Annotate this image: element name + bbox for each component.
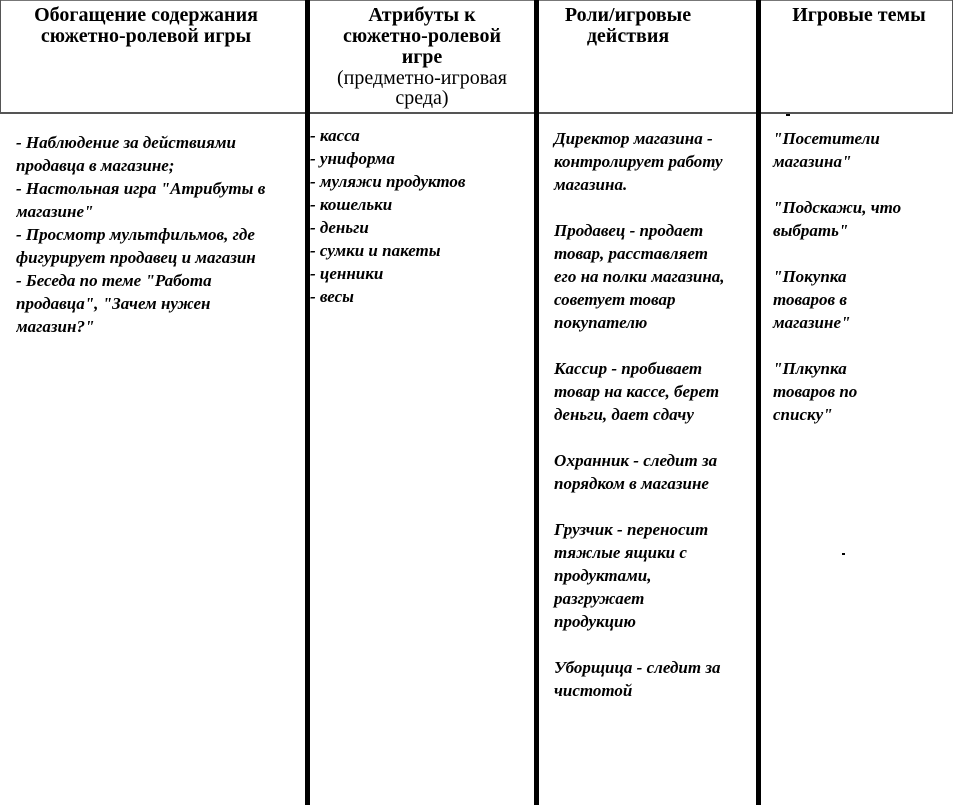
header-attributes bbox=[312, 5, 532, 108]
column-divider-3 bbox=[756, 0, 761, 805]
header-themes-line: Игровые темы bbox=[792, 4, 926, 26]
header-roles-line: Роли/игровые bbox=[564, 4, 692, 26]
role-cashier bbox=[554, 357, 725, 426]
role-loader bbox=[554, 518, 725, 633]
role-cleaner bbox=[554, 656, 725, 702]
role-line: советует товар bbox=[554, 290, 676, 309]
header-attributes-line: сюжетно-ролевой bbox=[343, 25, 501, 47]
theme-line: выбрать" bbox=[773, 221, 849, 240]
role-director bbox=[554, 127, 725, 196]
role-line: продукцию bbox=[554, 612, 636, 631]
header-attributes-line: игре bbox=[401, 46, 443, 68]
attribute-item: - ценники bbox=[310, 264, 384, 283]
attribute-item: - муляжи продуктов bbox=[310, 172, 466, 191]
attribute-item: - касса bbox=[310, 126, 360, 145]
role-line: Кассир - пробивает bbox=[554, 359, 703, 378]
header-roles-line: действия bbox=[586, 25, 670, 47]
enrichment-line: - Настольная игра "Атрибуты в bbox=[16, 179, 266, 198]
theme-line: магазине" bbox=[773, 313, 851, 332]
theme-line: товаров по bbox=[773, 382, 858, 401]
theme-item bbox=[773, 196, 901, 242]
attribute-item: - весы bbox=[310, 287, 354, 306]
role-line: порядком в магазине bbox=[554, 474, 709, 493]
role-line: товар на кассе, берет bbox=[554, 382, 720, 401]
attribute-item: - униформа bbox=[310, 149, 395, 168]
role-guard bbox=[554, 449, 725, 495]
table-top-border bbox=[0, 0, 953, 1]
role-line: Уборщица - следит за bbox=[554, 658, 721, 677]
theme-line: "Подскажи, что bbox=[773, 198, 902, 217]
header-attributes-sub: среда) bbox=[395, 87, 449, 109]
header-enrichment-line: Обогащение содержания bbox=[34, 4, 258, 26]
header-themes bbox=[770, 5, 948, 26]
role-seller bbox=[554, 219, 725, 334]
enrichment-line: - Беседа по теме "Работа bbox=[16, 271, 212, 290]
enrichment-content bbox=[16, 131, 306, 338]
role-line: продуктами, bbox=[554, 566, 652, 585]
header-enrichment-line: сюжетно-ролевой игры bbox=[40, 25, 252, 47]
scan-speck bbox=[842, 553, 845, 555]
theme-item bbox=[773, 265, 901, 334]
header-attributes-line: Атрибуты к bbox=[368, 4, 476, 26]
table-right-border bbox=[952, 0, 953, 114]
header-enrichment bbox=[10, 5, 282, 47]
attributes-list bbox=[310, 124, 466, 308]
theme-item bbox=[773, 357, 901, 426]
enrichment-line: продавца", "Зачем нужен bbox=[16, 294, 211, 313]
role-line: Продавец - продает bbox=[554, 221, 704, 240]
enrichment-line: магазине" bbox=[16, 202, 94, 221]
column-divider-2 bbox=[534, 0, 539, 805]
role-line: Директор магазина - bbox=[554, 129, 713, 148]
roles-content bbox=[554, 127, 725, 702]
header-attributes-sub: (предметно-игровая bbox=[337, 67, 507, 89]
enrichment-line: магазин?" bbox=[16, 317, 95, 336]
role-line: чистотой bbox=[554, 681, 633, 700]
role-line: контролирует работу bbox=[554, 152, 723, 171]
role-line: его на полки магазина, bbox=[554, 267, 725, 286]
theme-line: "Посетители bbox=[773, 129, 880, 148]
theme-line: "Плкупка bbox=[773, 359, 847, 378]
role-line: Грузчик - переносит bbox=[554, 520, 709, 539]
attribute-item: - деньги bbox=[310, 218, 369, 237]
theme-item bbox=[773, 127, 901, 173]
column-divider-1 bbox=[305, 0, 310, 805]
role-line: тяжлые ящики с bbox=[554, 543, 687, 562]
enrichment-line: - Просмотр мультфильмов, где bbox=[16, 225, 255, 244]
theme-line: магазина" bbox=[773, 152, 852, 171]
theme-line: товаров в bbox=[773, 290, 847, 309]
header-roles bbox=[548, 5, 708, 47]
theme-line: "Покупка bbox=[773, 267, 847, 286]
role-line: магазина. bbox=[554, 175, 628, 194]
header-divider bbox=[0, 112, 953, 114]
role-line: Охранник - следит за bbox=[554, 451, 718, 470]
role-line: разгружает bbox=[554, 589, 645, 608]
role-line: покупателю bbox=[554, 313, 648, 332]
themes-content bbox=[773, 127, 901, 426]
role-line: товар, расставляет bbox=[554, 244, 708, 263]
scan-speck bbox=[786, 114, 790, 116]
role-line: деньги, дает сдачу bbox=[554, 405, 694, 424]
enrichment-line: продавца в магазине; bbox=[16, 156, 175, 175]
enrichment-line: - Наблюдение за действиями bbox=[16, 133, 236, 152]
enrichment-line: фигурирует продавец и магазин bbox=[16, 248, 256, 267]
attribute-item: - сумки и пакеты bbox=[310, 241, 441, 260]
attribute-item: - кошельки bbox=[310, 195, 393, 214]
theme-line: списку" bbox=[773, 405, 833, 424]
table-left-border bbox=[0, 0, 1, 114]
